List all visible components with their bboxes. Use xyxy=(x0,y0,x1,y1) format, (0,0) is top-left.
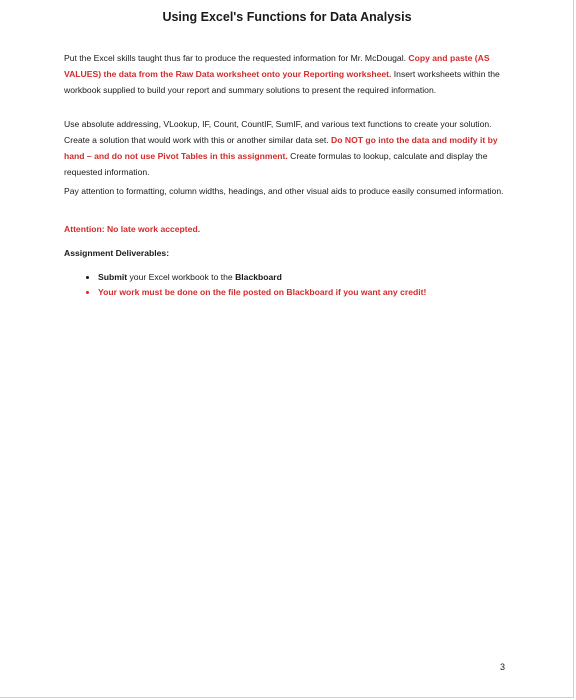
document-title: Using Excel's Functions for Data Analysis xyxy=(162,10,412,24)
highlighted-instruction: Copy and paste (AS VALUES) the data from the Raw Data worksheet onto your Reporting worksheet. xyxy=(64,53,490,79)
paragraph-instructions xyxy=(64,50,504,98)
paragraph-text: Create formulas to lookup, calculate and display the requested information. xyxy=(64,151,488,177)
deliverables-list xyxy=(80,270,528,300)
deliverables-heading: Assignment Deliverables: xyxy=(64,248,170,258)
bullet-text: your Excel workbook to the xyxy=(127,272,236,282)
paragraph-formatting: Pay attention to formatting, column widths, headings, and other visual aids to produce easily consumed information. xyxy=(64,186,504,196)
paragraph-text: Insert worksheets within the workbook supplied to build your report and summary solutions to present the required information. xyxy=(64,69,500,95)
list-item xyxy=(98,270,528,285)
paragraph-text: Use absolute addressing, VLookup, IF, Count, CountIF, SumIF, and various text functions to create your solution. Create a solution that would work with this or another similar data set. xyxy=(64,119,492,145)
list-item xyxy=(98,285,528,300)
paragraph-functions xyxy=(64,116,504,180)
paragraph-text: Put the Excel skills taught thus far to produce the requested information for Mr. McDougal. xyxy=(64,53,409,63)
bullet-bold-text: Submit xyxy=(98,272,128,282)
attention-note: Attention: No late work accepted. xyxy=(64,224,201,234)
bullet-bold-text: Blackboard xyxy=(235,272,282,282)
highlighted-warning: Do NOT go into the data and modify it by hand – and do not use Pivot Tables in this assignment. xyxy=(64,135,498,161)
page-number: 3 xyxy=(500,662,506,672)
bullet-text: Your work must be done on the file posted on Blackboard if you want any credit! xyxy=(98,287,427,297)
